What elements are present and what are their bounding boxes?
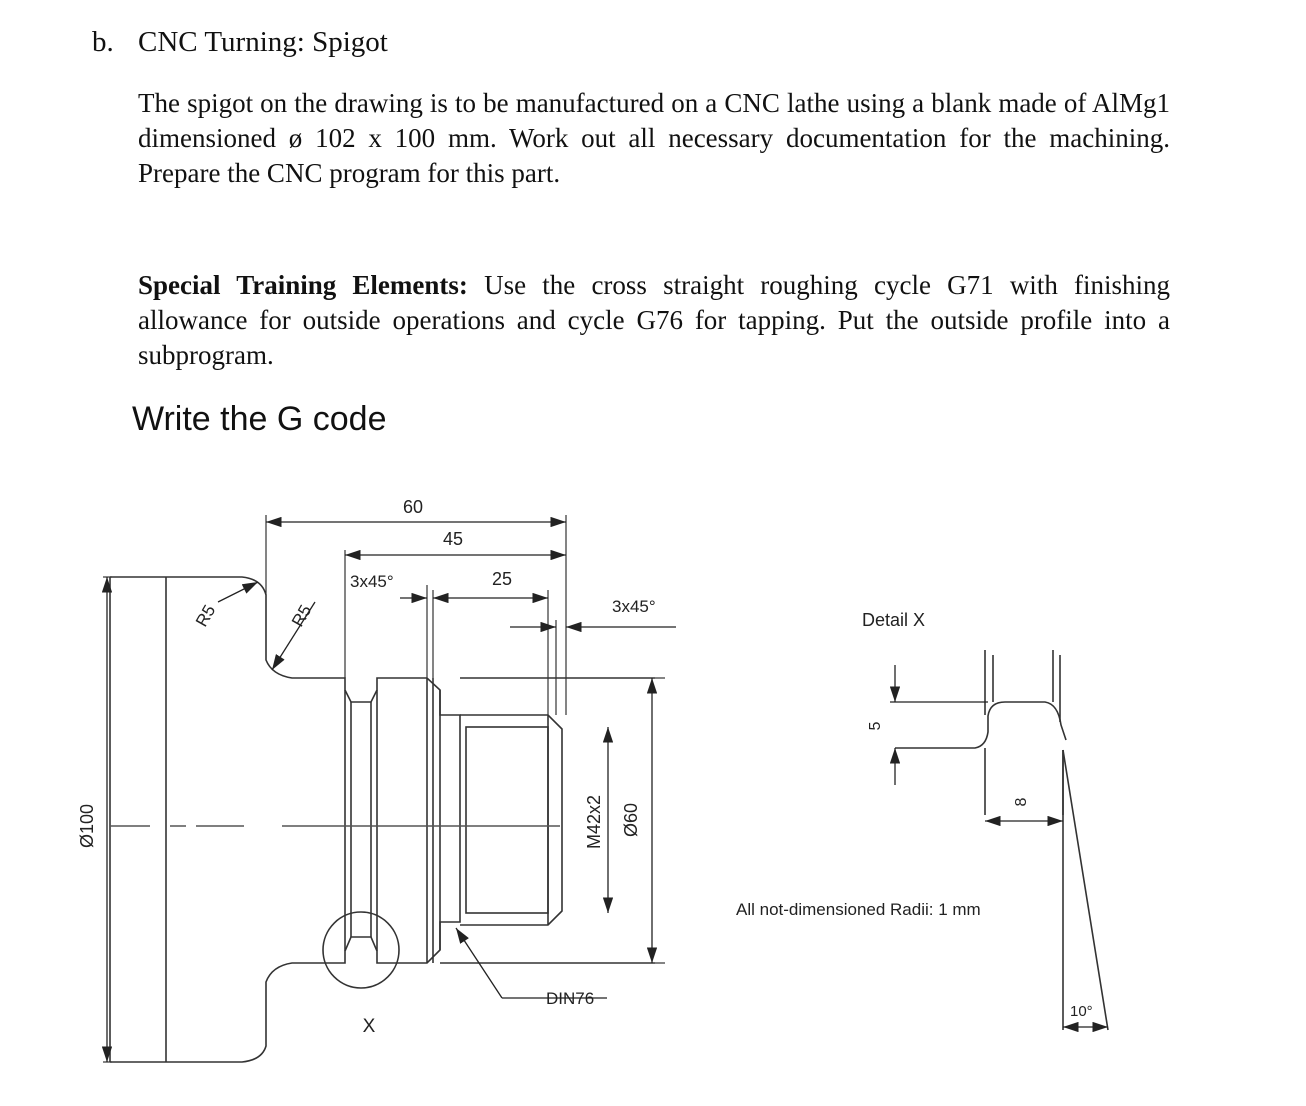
dim-60-label: 60: [402, 497, 424, 517]
question-prompt: Write the G code: [132, 400, 387, 438]
detail-x-drawing: [895, 650, 1108, 1030]
detail-title: Detail X: [862, 610, 926, 630]
special-training-paragraph: [138, 268, 1170, 373]
detail-marker: X: [362, 1016, 376, 1037]
dia-60-label: Ø60: [621, 802, 641, 838]
special-training-text: Use the cross straight roughing cycle G71 with finishing allowance for outside operations and cycle G76 for tapping. Put the outside profile into a subprogram.: [138, 270, 1171, 370]
radius-1-label: R5: [192, 601, 220, 630]
section-heading: [92, 26, 388, 59]
detail-dim-8-label: 8: [1013, 797, 1030, 807]
detail-dim-5-label: 5: [867, 721, 884, 731]
radii-note: All not-dimensioned Radii: 1 mm: [736, 900, 981, 919]
dim-25-label: 25: [491, 569, 513, 589]
dim-45-label: 45: [442, 529, 464, 549]
angle-label: 10°: [1070, 1003, 1093, 1020]
chamfer-right-label: 3x45°: [612, 597, 656, 616]
task-description: The spigot on the drawing is to be manufactured on a CNC lathe using a blank made of AlMg1 dimensioned ø 102 x 100 mm. Work out all necessary documentation for the machining. Prepare the CNC program for this part.: [138, 88, 1170, 188]
din-label: DIN76: [546, 989, 595, 1008]
dia-100-label: Ø100: [77, 803, 97, 849]
chamfer-left-label: 3x45°: [350, 572, 394, 591]
radius-2-label: R5: [288, 601, 316, 630]
technical-drawing: [0, 470, 1306, 1106]
section-title: CNC Turning: Spigot: [138, 26, 388, 58]
thread-label: M42x2: [584, 794, 604, 850]
dimension-lines: [107, 522, 676, 1062]
special-training-label: Special Training Elements:: [138, 270, 468, 300]
section-number: b.: [92, 26, 114, 58]
detail-x-dimensions: [890, 665, 1108, 1027]
